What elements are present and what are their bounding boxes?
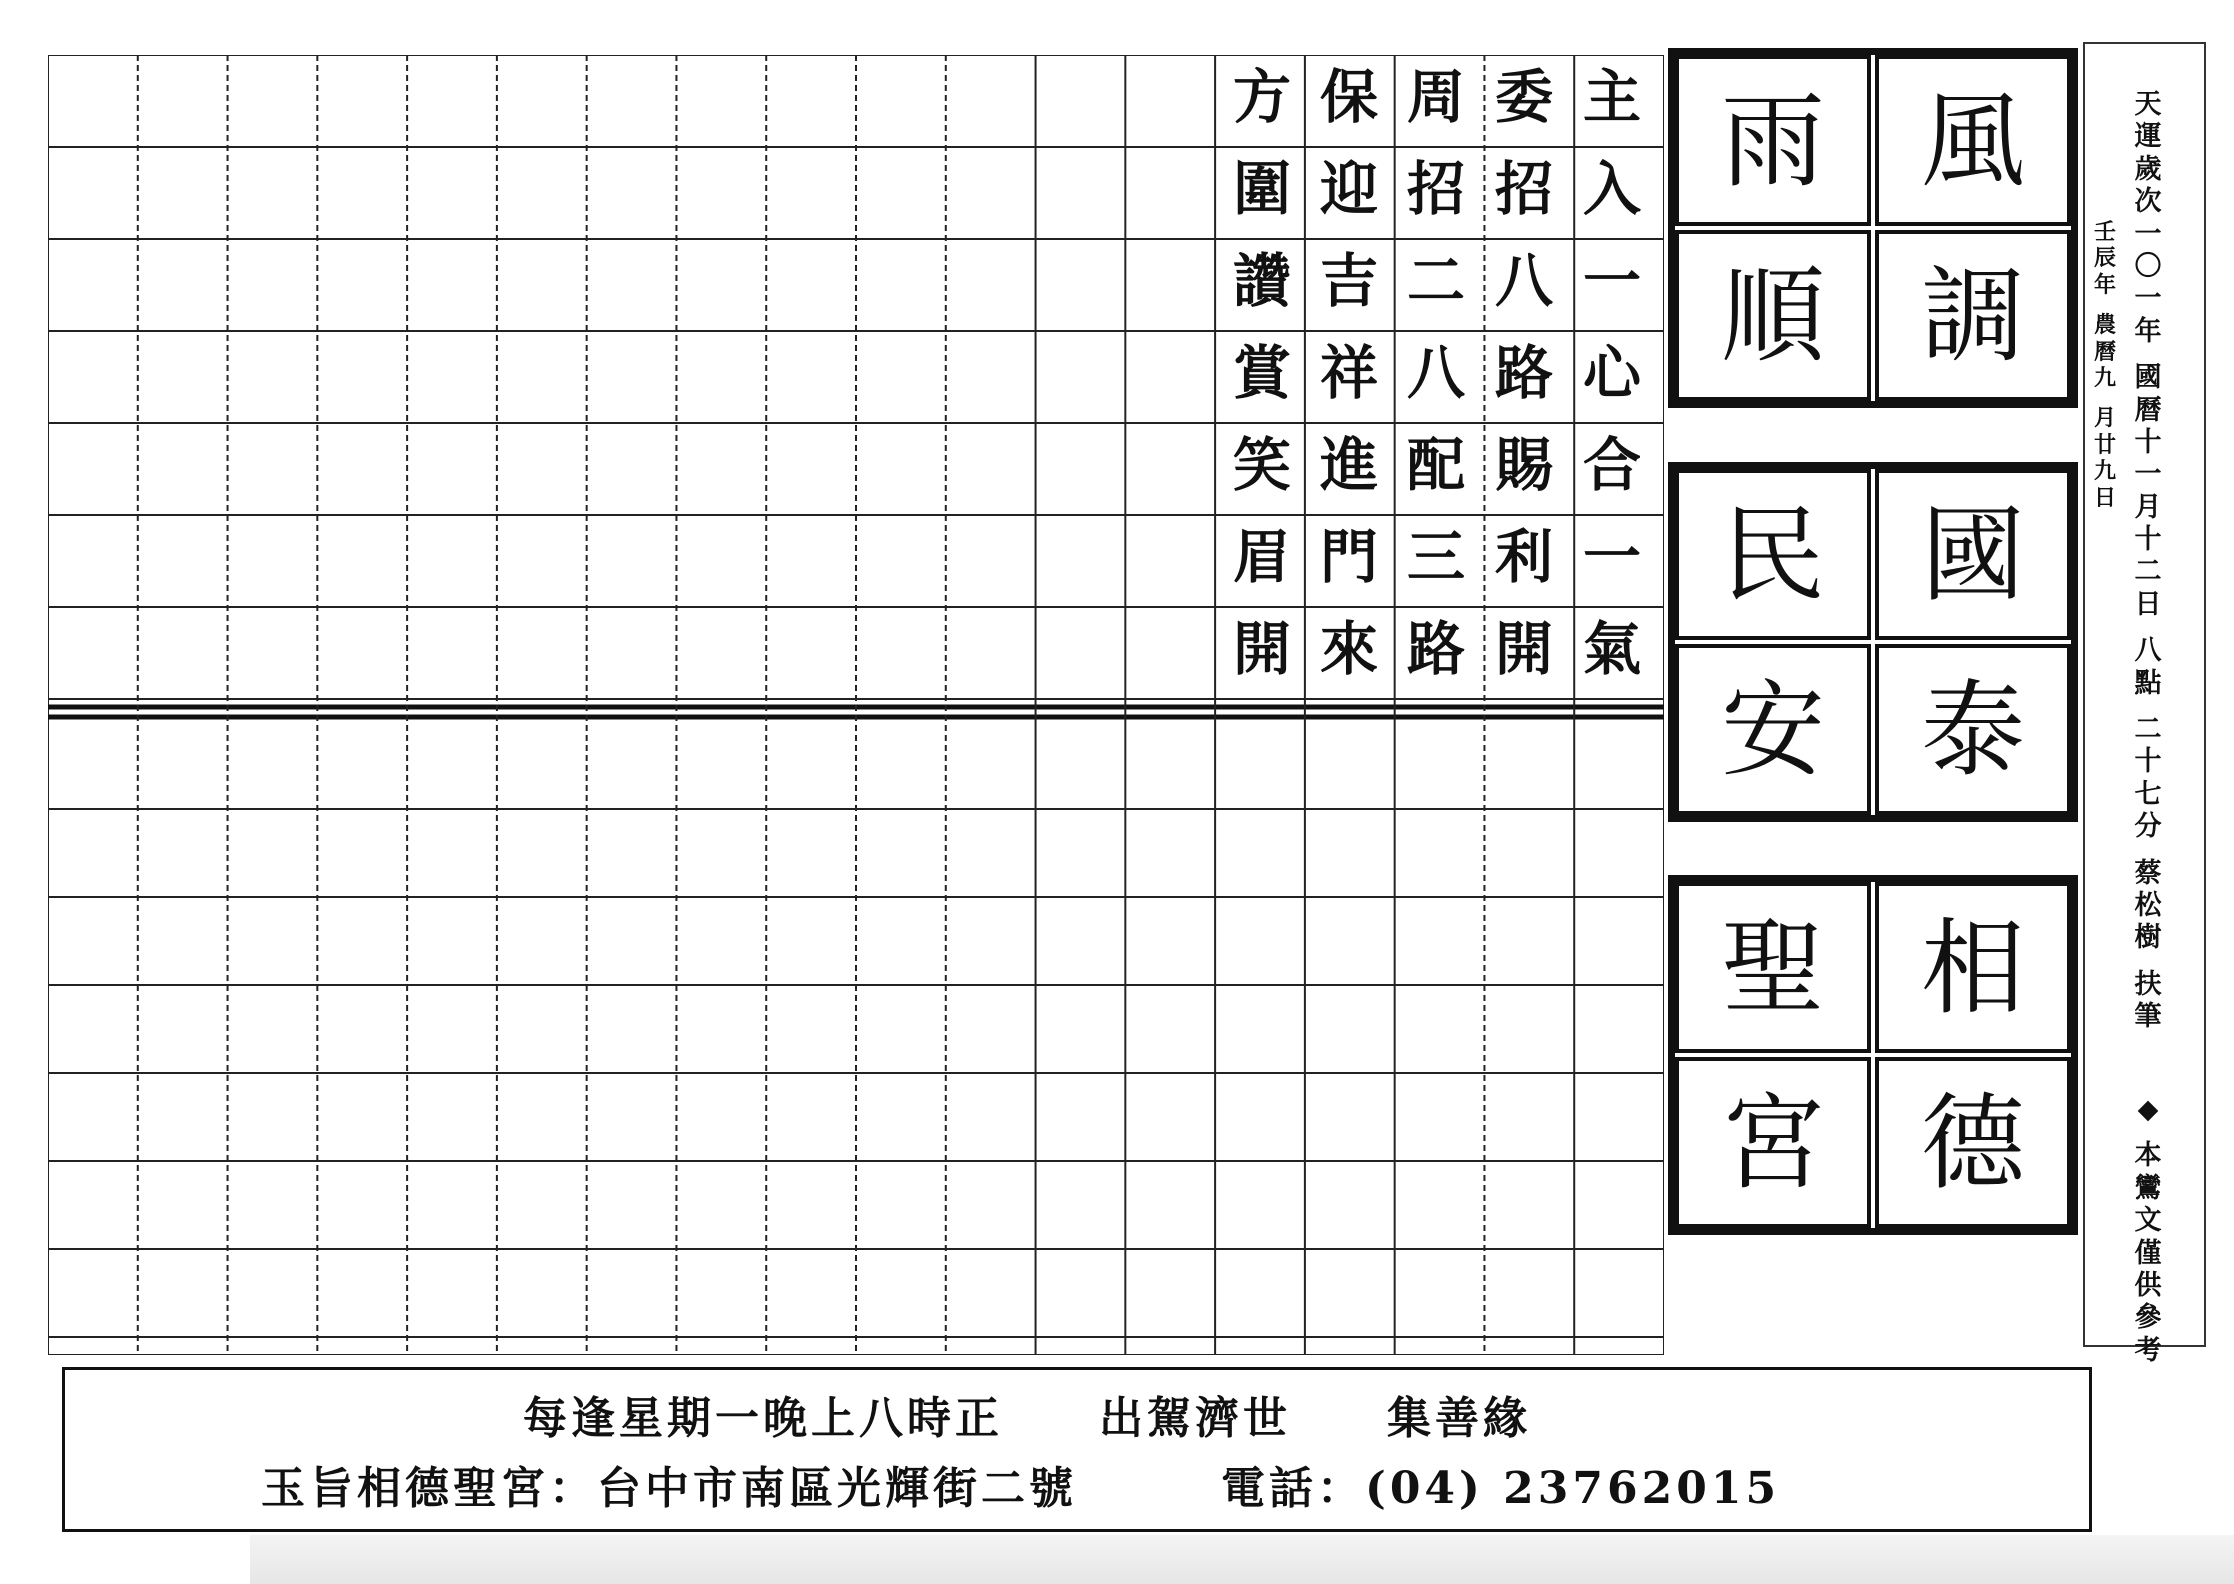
- vertical-character: 年: [2093, 271, 2116, 298]
- poem-character: 進: [1319, 431, 1378, 499]
- poem-character: 二: [1406, 247, 1465, 315]
- title-character: 聖: [1675, 882, 1871, 1053]
- vertical-character: 日: [2093, 484, 2116, 511]
- poem-character: 笑: [1232, 431, 1291, 499]
- poem-character: 招: [1406, 155, 1465, 223]
- poem-character: 吉: [1319, 247, 1378, 315]
- vertical-character: 運: [2134, 121, 2162, 153]
- poem-character: 一: [1582, 247, 1641, 315]
- poem-character: 讚: [1232, 247, 1291, 315]
- temple-address-text: 玉旨相德聖宮：台中市南區光輝街二號 電話：(04) 23762015: [261, 1463, 1781, 1514]
- date-column: [2131, 89, 2165, 1034]
- vertical-character: 歲: [2134, 153, 2162, 185]
- vertical-character: 二: [2134, 556, 2162, 588]
- poem-character: 門: [1319, 523, 1378, 591]
- poem-character: 入: [1582, 155, 1641, 223]
- vertical-character: 一: [2134, 283, 2162, 315]
- poem-character: 招: [1494, 155, 1553, 223]
- poem-character: 祥: [1319, 339, 1378, 407]
- vertical-character: 供: [2134, 1269, 2162, 1301]
- vertical-character: 僅: [2134, 1237, 2162, 1269]
- vertical-character: 九: [2093, 364, 2116, 391]
- vertical-character: 十: [2134, 426, 2162, 458]
- vertical-character: 九: [2093, 458, 2116, 485]
- title-character: 調: [1875, 230, 2071, 401]
- vertical-character: 農: [2093, 312, 2116, 339]
- vertical-character: 月: [2093, 405, 2116, 432]
- title-character: 宮: [1675, 1057, 1871, 1228]
- poem-character: 心: [1582, 339, 1641, 407]
- date-strip: [2083, 42, 2206, 1366]
- vertical-character: 曆: [2093, 338, 2116, 365]
- poem-character: 賜: [1494, 431, 1553, 499]
- vertical-character: 扶: [2134, 968, 2162, 1000]
- vertical-character: 鸞: [2134, 1172, 2162, 1204]
- vertical-character: 一: [2134, 459, 2162, 491]
- vertical-character: ◆: [2137, 1094, 2159, 1125]
- poem-character: 賞: [1232, 339, 1291, 407]
- poem-character: 路: [1494, 339, 1553, 407]
- vertical-character: 一: [2134, 218, 2162, 250]
- title-character: 相: [1875, 882, 2071, 1053]
- vertical-character: 點: [2134, 667, 2162, 699]
- vertical-character: 參: [2134, 1302, 2162, 1334]
- title-character: 德: [1875, 1057, 2071, 1228]
- vertical-character: 蔡: [2134, 857, 2162, 889]
- vertical-character: 二: [2134, 714, 2162, 746]
- vertical-character: 十: [2134, 524, 2162, 556]
- vertical-character: 曆: [2134, 394, 2162, 426]
- service-hours-text: 每逢星期一晚上八時正 出駕濟世 集善緣: [523, 1393, 1531, 1444]
- poem-character: 氣: [1582, 615, 1641, 683]
- poem-character: 利: [1494, 523, 1553, 591]
- poem-character: 配: [1406, 431, 1465, 499]
- title-block: [1668, 48, 2078, 408]
- title-block: [1668, 462, 2078, 822]
- title-block: [1668, 875, 2078, 1235]
- vertical-character: 天: [2134, 89, 2162, 120]
- footer-box: [62, 1367, 2092, 1532]
- title-character: 順: [1675, 230, 1871, 401]
- vertical-character: 本: [2134, 1140, 2162, 1172]
- poem-character: 保: [1319, 63, 1378, 131]
- poem-character: 路: [1406, 615, 1465, 683]
- vertical-character: 樹: [2134, 922, 2162, 954]
- vertical-character: 年: [2134, 315, 2162, 347]
- poem-character: 開: [1232, 615, 1291, 683]
- title-character: 泰: [1875, 644, 2071, 815]
- poem-character: 來: [1319, 615, 1378, 683]
- poem-character: 八: [1406, 339, 1465, 407]
- vertical-character: 文: [2134, 1205, 2162, 1237]
- vertical-character: 筆: [2134, 1001, 2162, 1033]
- vertical-character: 壬: [2093, 219, 2116, 245]
- title-character: 風: [1875, 55, 2071, 226]
- vertical-character: 八: [2134, 635, 2162, 667]
- vertical-character: 月: [2134, 491, 2162, 523]
- vertical-character: 分: [2134, 811, 2162, 843]
- poem-character: 主: [1582, 63, 1641, 131]
- lunar-date-column: [2090, 219, 2120, 511]
- title-character: 民: [1675, 469, 1871, 640]
- vertical-character: 十: [2134, 746, 2162, 778]
- title-character: 雨: [1675, 55, 1871, 226]
- vertical-character: 〇: [2134, 250, 2162, 282]
- poem-character: 八: [1494, 247, 1553, 315]
- poem-character: 委: [1494, 63, 1553, 131]
- poem-character: 圍: [1232, 155, 1291, 223]
- vertical-character: 國: [2134, 362, 2162, 394]
- vertical-character: 日: [2134, 588, 2162, 620]
- poem-character: 三: [1406, 523, 1465, 591]
- poem-character: 周: [1406, 63, 1465, 131]
- vertical-character: 考: [2134, 1334, 2162, 1366]
- vertical-character: 廿: [2093, 431, 2116, 458]
- poem-character: 開: [1494, 615, 1553, 683]
- poem-character: 方: [1232, 63, 1291, 131]
- title-character: 國: [1875, 469, 2071, 640]
- title-character: 安: [1675, 644, 1871, 815]
- vertical-character: 松: [2134, 889, 2162, 921]
- notice-column: [2131, 1094, 2165, 1367]
- vertical-character: 七: [2134, 778, 2162, 810]
- scan-shadow: [250, 1535, 2234, 1584]
- poem-character: 合: [1582, 431, 1641, 499]
- vertical-character: 辰: [2093, 245, 2116, 272]
- poem-character: 一: [1582, 523, 1641, 591]
- vertical-character: 次: [2134, 186, 2162, 218]
- poem-character: 迎: [1319, 155, 1378, 223]
- poem-character: 眉: [1232, 523, 1291, 591]
